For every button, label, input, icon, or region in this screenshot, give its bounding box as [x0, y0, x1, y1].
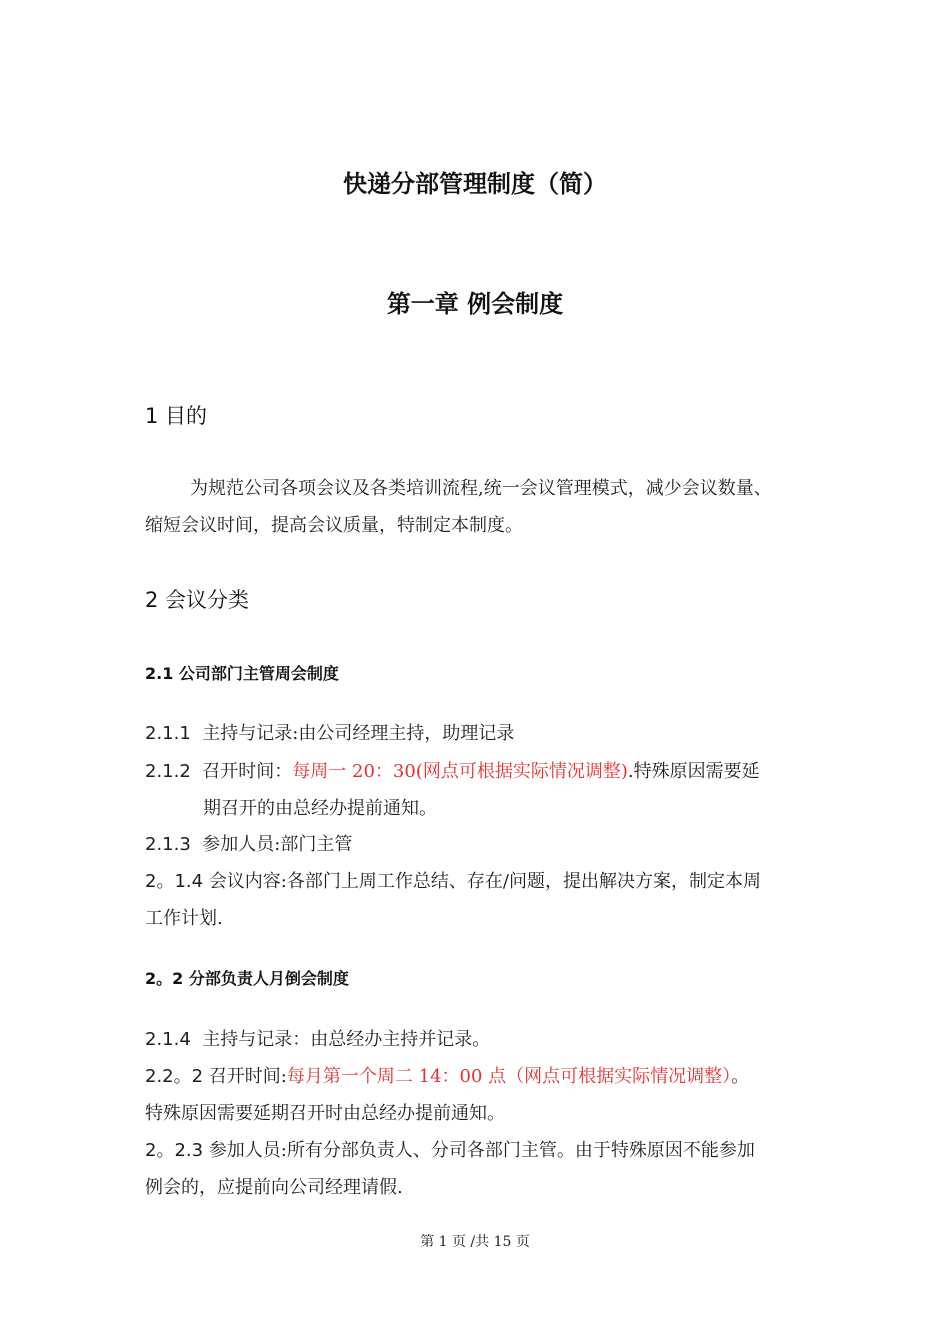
highlighted-time: 每月第一个周二 14：00 点（网点可根据实际情况调整）	[286, 1066, 732, 1087]
section-1-paragraph-line-1: 为规范公司各项会议及各类培训流程,统一会议管理模式，减少会议数量、	[190, 478, 772, 499]
item-text: 主持与记录:由公司经理主持，助理记录	[202, 723, 515, 744]
item-2-2-2-continuation: 特殊原因需要延期召开时由总经办提前通知。	[145, 1103, 505, 1124]
highlighted-time: 每周一 20：30(网点可根据实际情况调整)	[292, 761, 628, 782]
item-text-tail: .特殊原因需要延	[627, 761, 760, 782]
section-1-heading: 1 目的	[145, 404, 208, 428]
item-text: 召开时间：	[202, 761, 293, 782]
item-number: 2.1.1	[145, 723, 191, 744]
item-number: 2.1.3	[145, 834, 191, 855]
item-2-2-3-continuation: 例会的，应提前向公司经理请假.	[145, 1177, 403, 1198]
item-2-1-1	[145, 722, 514, 746]
item-number: 2.2。2	[145, 1066, 204, 1087]
item-2-2-3	[145, 1139, 755, 1163]
item-2-1-4-continuation: 工作计划.	[145, 908, 223, 929]
section-2-1-heading: 2.1 公司部门主管周会制度	[145, 664, 339, 683]
section-1-paragraph-line-2: 缩短会议时间，提高会议质量，特制定本制度。	[145, 515, 523, 536]
item-2-2-1	[145, 1028, 490, 1052]
page-footer: 第 1 页 /共 15 页	[420, 1234, 530, 1250]
item-2-1-2-continuation: 期召开的由总经办提前通知。	[203, 798, 437, 819]
section-2-heading: 2 会议分类	[145, 588, 250, 612]
chapter-title: 第一章 例会制度	[386, 290, 564, 318]
item-text: 主持与记录：由总经办主持并记录。	[202, 1029, 491, 1050]
section-2-2-heading: 2。2 分部负责人月倒会制度	[145, 969, 349, 988]
item-2-1-2	[145, 760, 760, 784]
item-text: 会议内容:各部门上周工作总结、存在/问题，提出解决方案，制定本周	[208, 871, 761, 892]
item-number: 2。2.3	[145, 1140, 204, 1161]
item-number: 2.1.4	[145, 1029, 191, 1050]
item-text: 参加人员:部门主管	[202, 834, 353, 855]
item-text: 参加人员:所有分部负责人、分司各部门主管。由于特殊原因不能参加	[208, 1140, 755, 1161]
document-title: 快递分部管理制度（简）	[343, 170, 607, 198]
item-text-tail: 。	[731, 1066, 750, 1087]
item-text: 召开时间:	[208, 1066, 287, 1087]
item-2-2-2	[145, 1065, 749, 1089]
item-number: 2.1.2	[145, 761, 191, 782]
item-number: 2。1.4	[145, 871, 204, 892]
item-2-1-3	[145, 833, 352, 857]
item-2-1-4	[145, 870, 761, 894]
